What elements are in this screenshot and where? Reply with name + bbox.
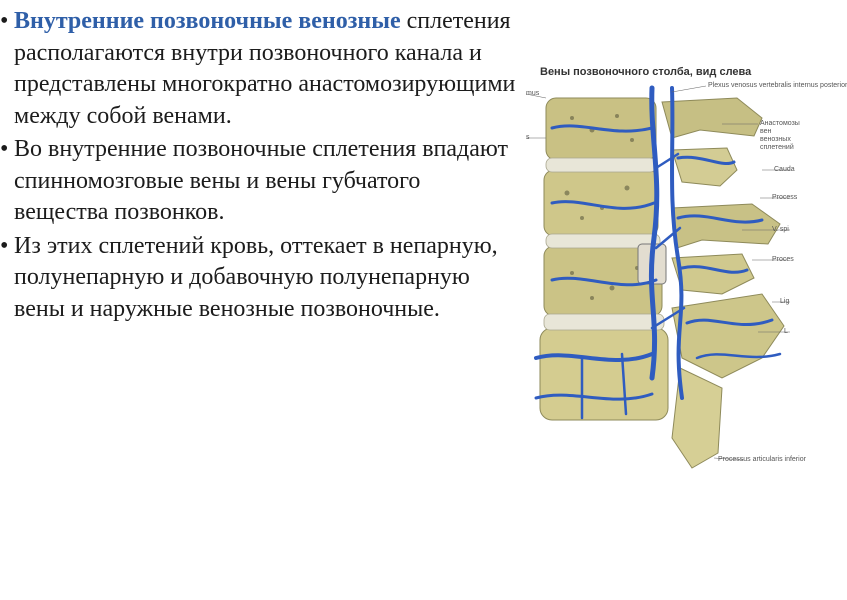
- bullet-1-highlight: Внутренние позвоночные венозные: [14, 8, 401, 34]
- label-lig: Lig: [780, 298, 790, 305]
- label-cauda: Cauda: [774, 166, 795, 173]
- bullet-2-text: Во внутренние позвоночные сплетения впадают спинномозговые вены и вены губчатого вещества позвонков.: [14, 136, 508, 225]
- label-left-1: mus: [526, 90, 540, 97]
- label-v-spinalis: V. spi: [772, 226, 789, 233]
- text-column: [0, 6, 520, 327]
- bullet-3-text: Из этих сплетений кровь, оттекает в непарную, полунепарную и добавочную полунепарную вены и наружные венозные позвоночные.: [14, 232, 498, 322]
- spine-illustration: [522, 58, 800, 480]
- label-plexus: Plexus venosus vertebralis internus posterior: [708, 82, 847, 89]
- bullet-1: [0, 6, 520, 132]
- label-processus: Process: [772, 194, 798, 201]
- spine-veins-figure: [522, 58, 847, 480]
- label-anastomoses: Анастомозы вен венозных сплетений: [760, 120, 800, 151]
- label-processus-articularis: Processus articularis inferior: [718, 456, 806, 463]
- bullet-3: [0, 231, 520, 326]
- bullet-1-text: сплетения располагаются внутри позвоночного канала и представлены многократно анастомозирующими между собой венами.: [14, 8, 516, 129]
- label-left-2: s: [526, 134, 530, 141]
- bullet-2: [0, 134, 520, 229]
- label-processus-2: Proces: [772, 256, 794, 263]
- label-l: L: [784, 328, 788, 335]
- figure-title: Вены позвоночного столба, вид слева: [540, 66, 752, 78]
